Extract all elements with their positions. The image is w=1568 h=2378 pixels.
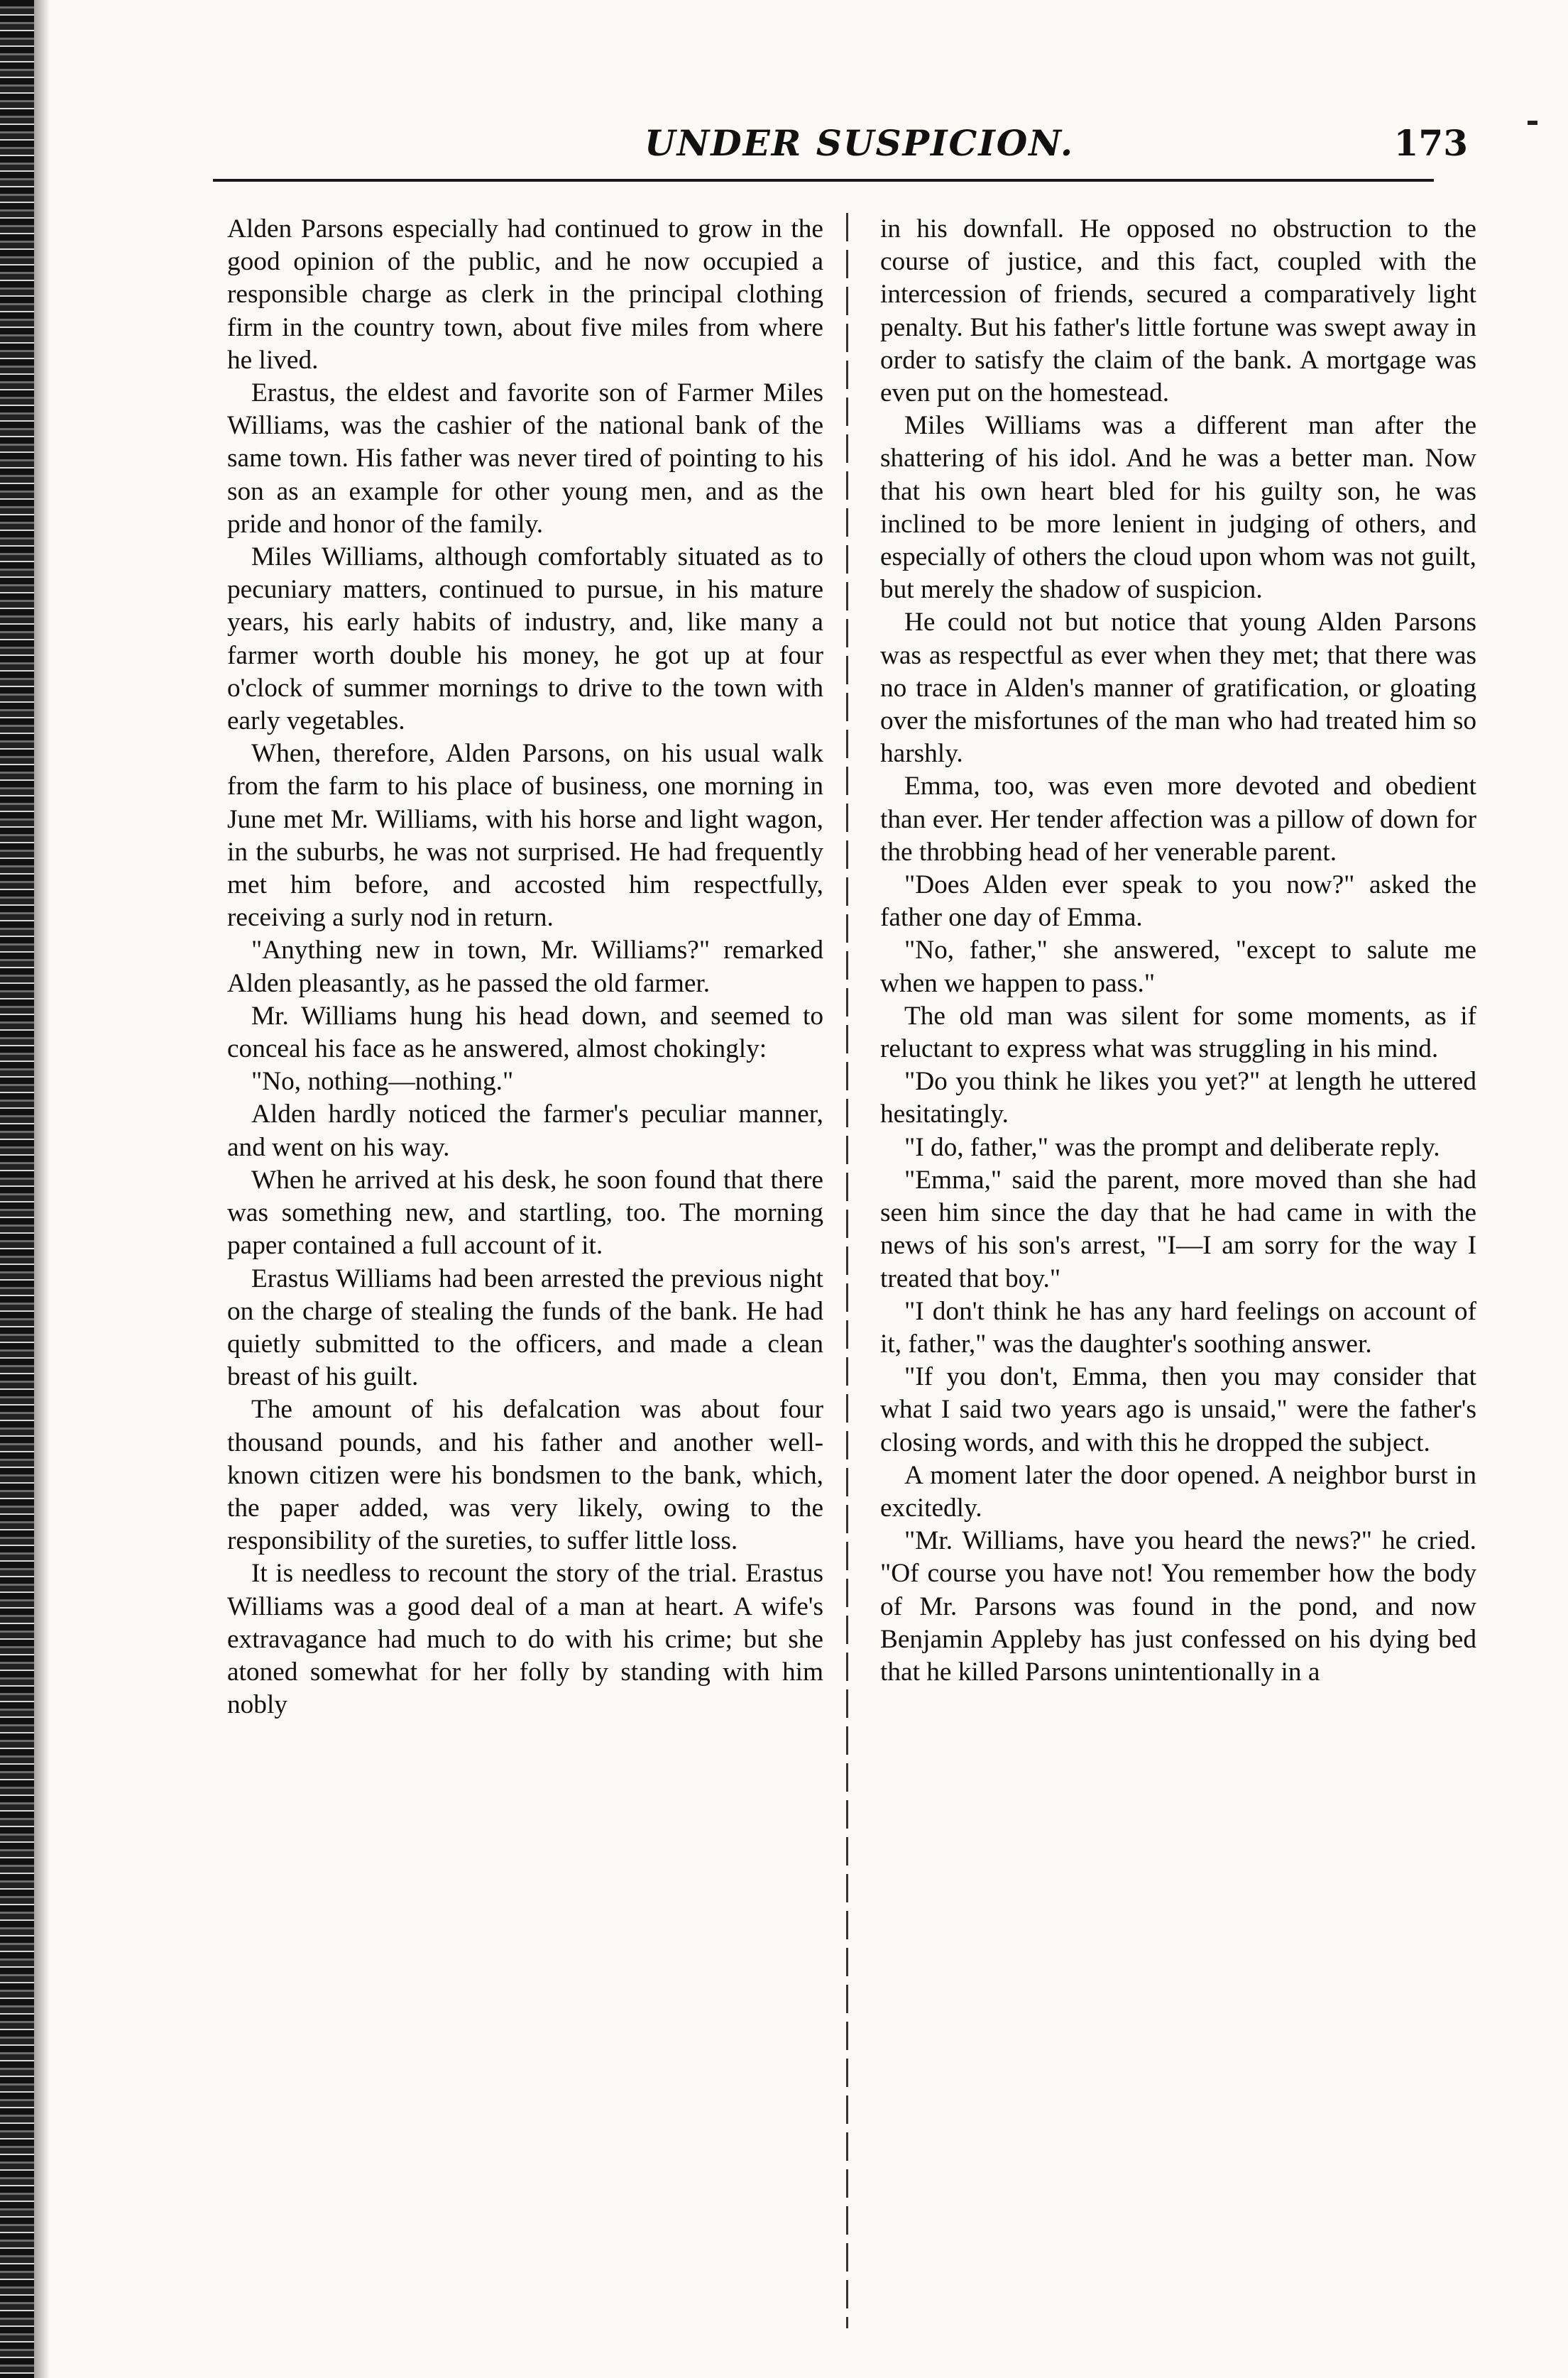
paragraph-right-13: A moment later the door opened. A neighbor burst in excitedly. (880, 1460, 1476, 1523)
text-columns (227, 213, 1505, 2328)
left-column (227, 213, 823, 2328)
corner-mark (1528, 121, 1537, 125)
paragraph-right-14: "Mr. Williams, have you heard the news?" he cried. "Of course you have not! You remember how the body of Mr. Parsons was found in the pond, and now Benjamin Appleby has just confessed on his dying bed that he killed Parsons unintentionally in a (880, 1526, 1476, 1687)
header-rule (213, 179, 1434, 182)
paragraph-right-8: "Do you think he likes you yet?" at length he uttered hesitatingly. (880, 1067, 1476, 1129)
paragraph-right-1: in his downfall. He opposed no obstruction to the course of justice, and this fact, coupled with the intercession of friends, secured a comparatively light penalty. But his father's little fortune was swept away in order to satisfy the claim of the bank. A mortgage was even put on the homestead. (880, 214, 1476, 408)
page-number: 173 (1393, 122, 1468, 164)
paragraph-left-8: Alden hardly noticed the farmer's peculiar manner, and went on his way. (227, 1100, 823, 1162)
paragraph-right-6: "No, father," she answered, "except to salute me when we happen to pass." (880, 936, 1476, 998)
paragraph-right-4: Emma, too, was even more devoted and obedient than ever. Her tender affection was a pillow of down for the throbbing head of her venerable parent. (880, 772, 1476, 867)
paragraph-right-11: "I don't think he has any hard feelings on account of it, father," was the daughter's soothing answer. (880, 1296, 1476, 1359)
column-divider (846, 213, 848, 2328)
paragraph-left-3: Miles Williams, although comfortably situated as to pecuniary matters, continued to pursue, in his mature years, his early habits of industry, and, like many a farmer worth double his money, he got up at four o'clock of summer mornings to drive to the town with early vegetables. (227, 542, 823, 736)
paragraph-left-9: When he arrived at his desk, he soon found that there was something new, and startling, too. The morning paper contained a full account of it. (227, 1165, 823, 1261)
paragraph-right-10: "Emma," said the parent, more moved than she had seen him since the day that he had came in with the news of his son's arrest, "I—I am sorry for the way I treated that boy." (880, 1165, 1476, 1293)
paragraph-left-5: "Anything new in town, Mr. Williams?" remarked Alden pleasantly, as he passed the old farmer. (227, 936, 823, 998)
paragraph-right-12: "If you don't, Emma, then you may consider that what I said two years ago is unsaid," were the father's closing words, and with this he dropped the subject. (880, 1362, 1476, 1457)
paragraph-left-12: It is needless to recount the story of the trial. Erastus Williams was a good deal of a man at heart. A wife's extravagance had much to do with his crime; but she atoned somewhat for her folly by standing with him nobly (227, 1559, 823, 1720)
paragraph-right-2: Miles Williams was a different man after the shattering of his idol. And he was a better man. Now that his own heart bled for his guilty son, he was inclined to be more lenient in judging of others, and especially of others the cloud upon whom was not guilt, but merely the shadow of suspicion. (880, 411, 1476, 605)
paragraph-left-4: When, therefore, Alden Parsons, on his usual walk from the farm to his place of business, one morning in June met Mr. Williams, with his horse and light wagon, in the suburbs, he was not surprised. He had frequently met him before, and accosted him respectfully, receiving a surly nod in return. (227, 739, 823, 933)
paragraph-left-6: Mr. Williams hung his head down, and seemed to conceal his face as he answered, almost chokingly: (227, 1001, 823, 1064)
right-column (880, 213, 1476, 2328)
binding-edge (0, 0, 34, 2378)
paragraph-left-7: "No, nothing—nothing." (251, 1067, 514, 1097)
running-title: UNDER SUSPICION. (645, 122, 1075, 164)
paragraph-left-10: Erastus Williams had been arrested the previous night on the charge of stealing the funds of the bank. He had quietly submitted to the officers, and made a clean breast of his guilt. (227, 1264, 823, 1392)
paragraph-right-9: "I do, father," was the prompt and deliberate reply. (904, 1132, 1440, 1162)
paragraph-left-11: The amount of his defalcation was about four thousand pounds, and his father and another well-known citizen were his bondsmen to the bank, which, the paper added, was very likely, owing to the responsibility of the sureties, to suffer little loss. (227, 1395, 823, 1556)
paragraph-left-1: Alden Parsons especially had continued to grow in the good opinion of the public, and he now occupied a responsible charge as clerk in the principal clothing firm in the country town, about five miles from where he lived. (227, 214, 823, 375)
paragraph-right-5: "Does Alden ever speak to you now?" asked the father one day of Emma. (880, 870, 1476, 933)
binding-shadow (34, 0, 50, 2378)
page-header (213, 106, 1491, 185)
paragraph-right-3: He could not but notice that young Alden Parsons was as respectful as ever when they met; that there was no trace in Alden's manner of gratification, or gloating over the misfortunes of the man who had treated him so harshly. (880, 608, 1476, 769)
paragraph-left-2: Erastus, the eldest and favorite son of Farmer Miles Williams, was the cashier of the national bank of the same town. His father was never tired of pointing to his son as an example for other young men, and as the pride and honor of the family. (227, 378, 823, 539)
paragraph-right-7: The old man was silent for some moments, as if reluctant to express what was struggling in his mind. (880, 1001, 1476, 1064)
